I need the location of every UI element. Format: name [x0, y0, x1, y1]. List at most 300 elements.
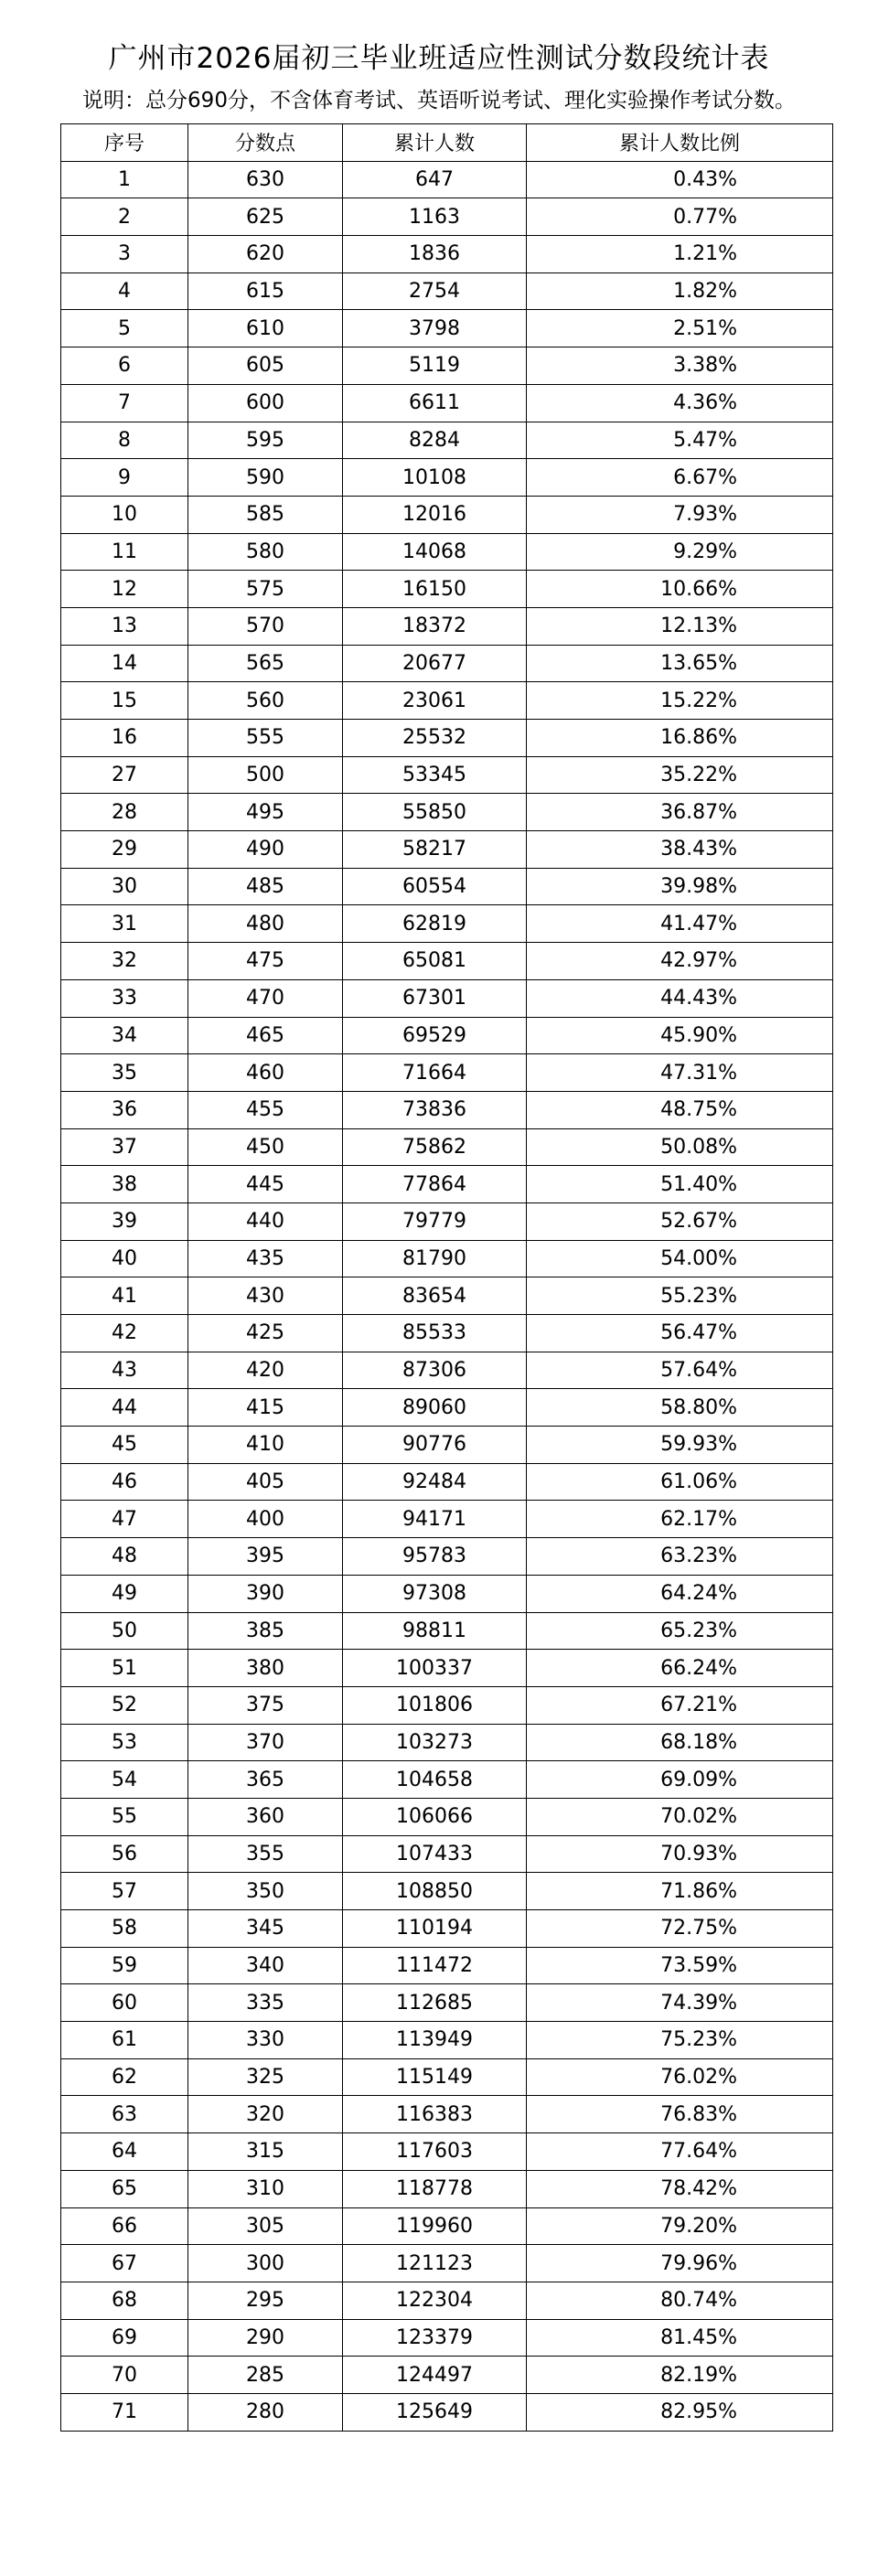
cell-score: 390 — [188, 1575, 343, 1612]
table-row — [61, 1091, 833, 1128]
cell-cumulative-count: 113949 — [343, 2022, 527, 2059]
cell-index: 35 — [61, 1054, 188, 1092]
cell-cumulative-count: 111472 — [343, 1947, 527, 1984]
cell-index: 57 — [61, 1873, 188, 1910]
table-row — [61, 347, 833, 385]
cell-index: 39 — [61, 1202, 188, 1240]
cell-index: 5 — [61, 310, 188, 347]
score-distribution-table — [60, 123, 833, 2432]
cell-cumulative-ratio: 75.23% — [527, 2022, 833, 2059]
cell-cumulative-count: 118778 — [343, 2170, 527, 2207]
table-row — [61, 943, 833, 980]
cell-index: 68 — [61, 2282, 188, 2319]
table-row — [61, 2133, 833, 2171]
cell-index: 3 — [61, 236, 188, 273]
cell-cumulative-count: 89060 — [343, 1389, 527, 1427]
table-row — [61, 720, 833, 757]
cell-cumulative-ratio: 63.23% — [527, 1538, 833, 1576]
cell-cumulative-count: 123379 — [343, 2319, 527, 2357]
cell-score: 630 — [188, 161, 343, 198]
cell-index: 11 — [61, 533, 188, 571]
cell-index: 62 — [61, 2058, 188, 2096]
cell-index: 42 — [61, 1315, 188, 1352]
cell-cumulative-count: 98811 — [343, 1612, 527, 1650]
cell-score: 570 — [188, 607, 343, 645]
cell-index: 50 — [61, 1612, 188, 1650]
cell-cumulative-count: 101806 — [343, 1686, 527, 1724]
cell-cumulative-ratio: 3.38% — [527, 347, 833, 385]
cell-cumulative-ratio: 36.87% — [527, 794, 833, 831]
cell-cumulative-count: 58217 — [343, 831, 527, 869]
cell-cumulative-count: 5119 — [343, 347, 527, 385]
table-header — [61, 124, 833, 162]
cell-score: 475 — [188, 943, 343, 980]
cell-score: 620 — [188, 236, 343, 273]
cell-cumulative-count: 8284 — [343, 422, 527, 459]
cell-score: 490 — [188, 831, 343, 869]
cell-score: 595 — [188, 422, 343, 459]
table-row — [61, 384, 833, 422]
cell-cumulative-ratio: 39.98% — [527, 868, 833, 905]
cell-cumulative-count: 20677 — [343, 645, 527, 682]
cell-score: 450 — [188, 1128, 343, 1166]
cell-cumulative-ratio: 54.00% — [527, 1240, 833, 1277]
cell-cumulative-count: 1836 — [343, 236, 527, 273]
cell-score: 355 — [188, 1835, 343, 1873]
cell-cumulative-ratio: 1.21% — [527, 236, 833, 273]
cell-cumulative-count: 104658 — [343, 1761, 527, 1799]
cell-cumulative-count: 122304 — [343, 2282, 527, 2319]
cell-index: 8 — [61, 422, 188, 459]
cell-cumulative-ratio: 76.02% — [527, 2058, 833, 2096]
description-note: 说明：总分690分，不含体育考试、英语听说考试、理化实验操作考试分数。 — [82, 89, 796, 112]
cell-score: 380 — [188, 1650, 343, 1687]
cell-cumulative-count: 6611 — [343, 384, 527, 422]
cell-index: 46 — [61, 1463, 188, 1501]
table-row — [61, 756, 833, 794]
cell-score: 485 — [188, 868, 343, 905]
cell-cumulative-ratio: 78.42% — [527, 2170, 833, 2207]
cell-index: 14 — [61, 645, 188, 682]
cell-index: 48 — [61, 1538, 188, 1576]
cell-score: 370 — [188, 1724, 343, 1761]
cell-score: 395 — [188, 1538, 343, 1576]
cell-score: 415 — [188, 1389, 343, 1427]
table-row — [61, 2170, 833, 2207]
cell-score: 470 — [188, 979, 343, 1017]
table-row — [61, 161, 833, 198]
cell-score: 375 — [188, 1686, 343, 1724]
cell-cumulative-count: 53345 — [343, 756, 527, 794]
cell-index: 69 — [61, 2319, 188, 2357]
cell-cumulative-count: 81790 — [343, 1240, 527, 1277]
cell-score: 605 — [188, 347, 343, 385]
cell-cumulative-count: 77864 — [343, 1166, 527, 1203]
cell-score: 440 — [188, 1202, 343, 1240]
cell-cumulative-count: 71664 — [343, 1054, 527, 1092]
cell-index: 1 — [61, 161, 188, 198]
cell-cumulative-ratio: 12.13% — [527, 607, 833, 645]
cell-index: 55 — [61, 1798, 188, 1835]
cell-cumulative-ratio: 79.96% — [527, 2245, 833, 2282]
cell-score: 600 — [188, 384, 343, 422]
cell-index: 65 — [61, 2170, 188, 2207]
table-row — [61, 1501, 833, 1538]
cell-cumulative-ratio: 72.75% — [527, 1910, 833, 1948]
cell-score: 480 — [188, 905, 343, 943]
cell-cumulative-count: 83654 — [343, 1277, 527, 1315]
table-row — [61, 831, 833, 869]
cell-score: 315 — [188, 2133, 343, 2171]
table-row — [61, 2207, 833, 2245]
table-row — [61, 1650, 833, 1687]
cell-score: 500 — [188, 756, 343, 794]
table-row — [61, 1798, 833, 1835]
cell-cumulative-count: 87306 — [343, 1352, 527, 1389]
table-row — [61, 1389, 833, 1427]
cell-cumulative-ratio: 76.83% — [527, 2096, 833, 2133]
header-cumulative-ratio: 累计人数比例 — [527, 124, 833, 162]
cell-cumulative-ratio: 10.66% — [527, 571, 833, 608]
cell-index: 54 — [61, 1761, 188, 1799]
cell-cumulative-count: 95783 — [343, 1538, 527, 1576]
cell-cumulative-ratio: 59.93% — [527, 1427, 833, 1464]
cell-cumulative-ratio: 45.90% — [527, 1017, 833, 1054]
cell-cumulative-ratio: 50.08% — [527, 1128, 833, 1166]
table-row — [61, 273, 833, 310]
cell-cumulative-ratio: 13.65% — [527, 645, 833, 682]
cell-cumulative-count: 92484 — [343, 1463, 527, 1501]
cell-index: 49 — [61, 1575, 188, 1612]
cell-index: 64 — [61, 2133, 188, 2171]
cell-index: 16 — [61, 720, 188, 757]
cell-cumulative-ratio: 70.02% — [527, 1798, 833, 1835]
cell-cumulative-count: 647 — [343, 161, 527, 198]
table-row — [61, 2319, 833, 2357]
cell-index: 2 — [61, 198, 188, 236]
cell-index: 15 — [61, 682, 188, 720]
cell-index: 13 — [61, 607, 188, 645]
cell-cumulative-count: 3798 — [343, 310, 527, 347]
cell-index: 27 — [61, 756, 188, 794]
table-row — [61, 1761, 833, 1799]
cell-score: 285 — [188, 2357, 343, 2394]
cell-index: 36 — [61, 1091, 188, 1128]
table-row — [61, 198, 833, 236]
cell-index: 28 — [61, 794, 188, 831]
cell-score: 460 — [188, 1054, 343, 1092]
table-row — [61, 1240, 833, 1277]
cell-cumulative-count: 85533 — [343, 1315, 527, 1352]
table-row — [61, 1910, 833, 1948]
cell-score: 555 — [188, 720, 343, 757]
table-row — [61, 2357, 833, 2394]
table-row — [61, 1612, 833, 1650]
cell-index: 58 — [61, 1910, 188, 1948]
cell-score: 420 — [188, 1352, 343, 1389]
cell-index: 43 — [61, 1352, 188, 1389]
cell-index: 67 — [61, 2245, 188, 2282]
cell-cumulative-ratio: 74.39% — [527, 1984, 833, 2022]
table-row — [61, 571, 833, 608]
cell-cumulative-count: 18372 — [343, 607, 527, 645]
table-row — [61, 2245, 833, 2282]
cell-cumulative-count: 116383 — [343, 2096, 527, 2133]
table-row — [61, 1538, 833, 1576]
table-row — [61, 236, 833, 273]
table-row — [61, 1686, 833, 1724]
cell-cumulative-count: 100337 — [343, 1650, 527, 1687]
cell-score: 360 — [188, 1798, 343, 1835]
cell-cumulative-ratio: 70.93% — [527, 1835, 833, 1873]
table-row — [61, 2096, 833, 2133]
cell-cumulative-ratio: 2.51% — [527, 310, 833, 347]
cell-cumulative-ratio: 55.23% — [527, 1277, 833, 1315]
cell-score: 365 — [188, 1761, 343, 1799]
cell-index: 53 — [61, 1724, 188, 1761]
cell-cumulative-count: 117603 — [343, 2133, 527, 2171]
header-index: 序号 — [61, 124, 188, 162]
cell-score: 305 — [188, 2207, 343, 2245]
cell-index: 44 — [61, 1389, 188, 1427]
table-row — [61, 422, 833, 459]
cell-cumulative-count: 121123 — [343, 2245, 527, 2282]
cell-score: 410 — [188, 1427, 343, 1464]
cell-cumulative-count: 67301 — [343, 979, 527, 1017]
cell-score: 615 — [188, 273, 343, 310]
cell-index: 4 — [61, 273, 188, 310]
cell-cumulative-ratio: 77.64% — [527, 2133, 833, 2171]
cell-cumulative-count: 108850 — [343, 1873, 527, 1910]
cell-score: 400 — [188, 1501, 343, 1538]
cell-score: 430 — [188, 1277, 343, 1315]
cell-cumulative-ratio: 81.45% — [527, 2319, 833, 2357]
cell-cumulative-ratio: 9.29% — [527, 533, 833, 571]
cell-index: 60 — [61, 1984, 188, 2022]
cell-cumulative-count: 55850 — [343, 794, 527, 831]
cell-cumulative-ratio: 64.24% — [527, 1575, 833, 1612]
cell-cumulative-ratio: 41.47% — [527, 905, 833, 943]
cell-cumulative-ratio: 82.19% — [527, 2357, 833, 2394]
cell-index: 38 — [61, 1166, 188, 1203]
header-cumulative-count: 累计人数 — [343, 124, 527, 162]
cell-index: 31 — [61, 905, 188, 943]
cell-cumulative-count: 103273 — [343, 1724, 527, 1761]
cell-cumulative-count: 107433 — [343, 1835, 527, 1873]
cell-cumulative-ratio: 5.47% — [527, 422, 833, 459]
cell-index: 41 — [61, 1277, 188, 1315]
cell-cumulative-ratio: 52.67% — [527, 1202, 833, 1240]
cell-cumulative-ratio: 66.24% — [527, 1650, 833, 1687]
cell-score: 425 — [188, 1315, 343, 1352]
table-row — [61, 1947, 833, 1984]
table-row — [61, 905, 833, 943]
cell-cumulative-ratio: 38.43% — [527, 831, 833, 869]
cell-score: 340 — [188, 1947, 343, 1984]
table-row — [61, 607, 833, 645]
table-row — [61, 1166, 833, 1203]
cell-cumulative-ratio: 69.09% — [527, 1761, 833, 1799]
cell-score: 335 — [188, 1984, 343, 2022]
cell-cumulative-count: 125649 — [343, 2393, 527, 2431]
cell-score: 575 — [188, 571, 343, 608]
cell-cumulative-ratio: 56.47% — [527, 1315, 833, 1352]
cell-index: 51 — [61, 1650, 188, 1687]
cell-score: 465 — [188, 1017, 343, 1054]
cell-cumulative-ratio: 58.80% — [527, 1389, 833, 1427]
cell-cumulative-ratio: 7.93% — [527, 496, 833, 533]
cell-score: 405 — [188, 1463, 343, 1501]
cell-cumulative-count: 60554 — [343, 868, 527, 905]
cell-score: 580 — [188, 533, 343, 571]
table-row — [61, 682, 833, 720]
cell-score: 295 — [188, 2282, 343, 2319]
cell-score: 320 — [188, 2096, 343, 2133]
table-row — [61, 496, 833, 533]
cell-cumulative-count: 12016 — [343, 496, 527, 533]
table-row — [61, 1835, 833, 1873]
cell-cumulative-ratio: 15.22% — [527, 682, 833, 720]
cell-index: 32 — [61, 943, 188, 980]
table-row — [61, 2058, 833, 2096]
cell-cumulative-ratio: 42.97% — [527, 943, 833, 980]
cell-cumulative-ratio: 0.77% — [527, 198, 833, 236]
cell-cumulative-count: 106066 — [343, 1798, 527, 1835]
cell-index: 29 — [61, 831, 188, 869]
cell-cumulative-ratio: 6.67% — [527, 459, 833, 497]
cell-index: 30 — [61, 868, 188, 905]
page-title: 广州市2026届初三毕业班适应性测试分数段统计表 — [108, 42, 770, 75]
cell-cumulative-count: 62819 — [343, 905, 527, 943]
table-body — [61, 161, 833, 2431]
cell-index: 12 — [61, 571, 188, 608]
cell-index: 9 — [61, 459, 188, 497]
cell-index: 47 — [61, 1501, 188, 1538]
cell-index: 59 — [61, 1947, 188, 1984]
cell-cumulative-ratio: 1.82% — [527, 273, 833, 310]
cell-cumulative-ratio: 82.95% — [527, 2393, 833, 2431]
table-row — [61, 979, 833, 1017]
cell-score: 310 — [188, 2170, 343, 2207]
cell-score: 495 — [188, 794, 343, 831]
cell-cumulative-ratio: 48.75% — [527, 1091, 833, 1128]
table-row — [61, 1463, 833, 1501]
cell-score: 280 — [188, 2393, 343, 2431]
cell-cumulative-ratio: 4.36% — [527, 384, 833, 422]
cell-cumulative-ratio: 67.21% — [527, 1686, 833, 1724]
table-header-row — [61, 124, 833, 162]
table-row — [61, 1724, 833, 1761]
table-row — [61, 1352, 833, 1389]
cell-cumulative-ratio: 73.59% — [527, 1947, 833, 1984]
cell-cumulative-ratio: 35.22% — [527, 756, 833, 794]
cell-index: 6 — [61, 347, 188, 385]
cell-index: 34 — [61, 1017, 188, 1054]
cell-index: 37 — [61, 1128, 188, 1166]
table-row — [61, 1054, 833, 1092]
table-row — [61, 868, 833, 905]
cell-score: 445 — [188, 1166, 343, 1203]
cell-cumulative-count: 1163 — [343, 198, 527, 236]
cell-cumulative-ratio: 61.06% — [527, 1463, 833, 1501]
cell-index: 66 — [61, 2207, 188, 2245]
table-row — [61, 1575, 833, 1612]
cell-score: 625 — [188, 198, 343, 236]
table-row — [61, 645, 833, 682]
cell-cumulative-count: 23061 — [343, 682, 527, 720]
cell-cumulative-ratio: 51.40% — [527, 1166, 833, 1203]
table-row — [61, 1017, 833, 1054]
cell-score: 610 — [188, 310, 343, 347]
cell-cumulative-count: 112685 — [343, 1984, 527, 2022]
cell-cumulative-ratio: 71.86% — [527, 1873, 833, 1910]
table-row — [61, 459, 833, 497]
cell-cumulative-ratio: 68.18% — [527, 1724, 833, 1761]
cell-cumulative-count: 69529 — [343, 1017, 527, 1054]
cell-score: 350 — [188, 1873, 343, 1910]
cell-cumulative-ratio: 79.20% — [527, 2207, 833, 2245]
table-row — [61, 1277, 833, 1315]
cell-cumulative-ratio: 16.86% — [527, 720, 833, 757]
cell-score: 585 — [188, 496, 343, 533]
cell-cumulative-count: 65081 — [343, 943, 527, 980]
cell-cumulative-count: 14068 — [343, 533, 527, 571]
cell-cumulative-count: 97308 — [343, 1575, 527, 1612]
cell-cumulative-count: 10108 — [343, 459, 527, 497]
cell-cumulative-count: 94171 — [343, 1501, 527, 1538]
cell-cumulative-count: 25532 — [343, 720, 527, 757]
cell-cumulative-count: 110194 — [343, 1910, 527, 1948]
cell-score: 345 — [188, 1910, 343, 1948]
cell-score: 300 — [188, 2245, 343, 2282]
cell-cumulative-ratio: 65.23% — [527, 1612, 833, 1650]
table-row — [61, 1873, 833, 1910]
cell-index: 45 — [61, 1427, 188, 1464]
cell-cumulative-count: 119960 — [343, 2207, 527, 2245]
cell-cumulative-count: 75862 — [343, 1128, 527, 1166]
cell-cumulative-count: 115149 — [343, 2058, 527, 2096]
cell-score: 330 — [188, 2022, 343, 2059]
table-row — [61, 794, 833, 831]
cell-index: 63 — [61, 2096, 188, 2133]
cell-index: 56 — [61, 1835, 188, 1873]
table-row — [61, 1202, 833, 1240]
table-row — [61, 2022, 833, 2059]
cell-cumulative-ratio: 57.64% — [527, 1352, 833, 1389]
cell-score: 565 — [188, 645, 343, 682]
table-row — [61, 533, 833, 571]
cell-score: 385 — [188, 1612, 343, 1650]
cell-cumulative-count: 73836 — [343, 1091, 527, 1128]
cell-index: 10 — [61, 496, 188, 533]
table-row — [61, 1984, 833, 2022]
table-row — [61, 1315, 833, 1352]
cell-index: 61 — [61, 2022, 188, 2059]
cell-cumulative-count: 124497 — [343, 2357, 527, 2394]
cell-index: 71 — [61, 2393, 188, 2431]
table-row — [61, 310, 833, 347]
cell-cumulative-ratio: 44.43% — [527, 979, 833, 1017]
cell-index: 7 — [61, 384, 188, 422]
cell-index: 52 — [61, 1686, 188, 1724]
cell-cumulative-ratio: 62.17% — [527, 1501, 833, 1538]
cell-cumulative-count: 79779 — [343, 1202, 527, 1240]
header-score: 分数点 — [188, 124, 343, 162]
cell-cumulative-ratio: 47.31% — [527, 1054, 833, 1092]
cell-cumulative-count: 2754 — [343, 273, 527, 310]
cell-score: 590 — [188, 459, 343, 497]
cell-index: 33 — [61, 979, 188, 1017]
